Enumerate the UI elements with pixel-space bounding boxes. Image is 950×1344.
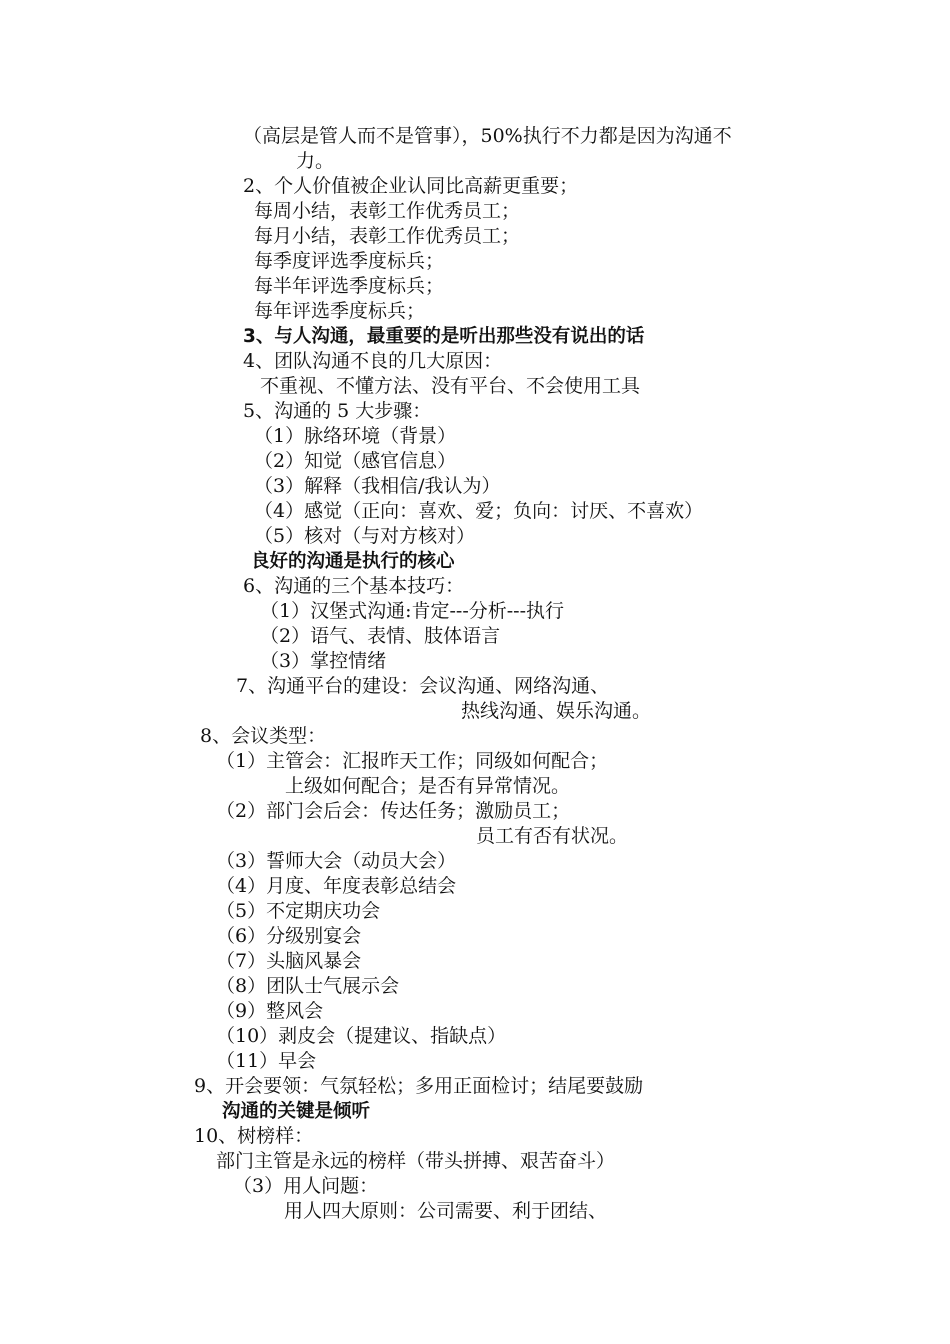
text-line: 10、树榜样： bbox=[194, 1125, 314, 1147]
text-line: 5、沟通的 5 大步骤： bbox=[243, 400, 432, 422]
text-line: 不重视、不懂方法、没有平台、不会使用工具 bbox=[260, 375, 641, 397]
list-item: （3）掌控情绪 bbox=[260, 650, 387, 672]
list-item: （4）月度、年度表彰总结会 bbox=[216, 875, 457, 897]
text-line: 6、沟通的三个基本技巧： bbox=[243, 575, 465, 597]
list-item: （1）脉络环境（背景） bbox=[254, 425, 457, 447]
text-line: 每年评选季度标兵； bbox=[254, 300, 426, 322]
text-line: 用人四大原则：公司需要、利于团结、 bbox=[284, 1200, 608, 1222]
text-line: 9、开会要领：气氛轻松；多用正面检讨；结尾要鼓励 bbox=[194, 1075, 644, 1097]
text-line: 2、个人价值被企业认同比高薪更重要； bbox=[243, 175, 579, 197]
list-item: （2）部门会后会：传达任务；激励员工； bbox=[216, 800, 571, 822]
list-item: （7）头脑风暴会 bbox=[216, 950, 362, 972]
list-item: （3）誓师大会（动员大会） bbox=[216, 850, 457, 872]
emphasis-heading: 良好的沟通是执行的核心 bbox=[251, 551, 455, 572]
text-line: 力。 bbox=[296, 150, 335, 172]
list-item: （3）解释（我相信/我认为） bbox=[254, 475, 501, 497]
list-item: （1）主管会：汇报昨天工作；同级如何配合； bbox=[216, 750, 609, 772]
text-line: 每季度评选季度标兵； bbox=[254, 250, 445, 272]
list-item: （3）用人问题： bbox=[233, 1175, 379, 1197]
text-line: 每月小结，表彰工作优秀员工； bbox=[254, 225, 521, 247]
text-line: 部门主管是永远的榜样（带头拼搏、艰苦奋斗） bbox=[216, 1150, 616, 1172]
list-item: （11）早会 bbox=[216, 1050, 317, 1072]
text-line: 8、会议类型： bbox=[200, 725, 327, 747]
text-line: 员工有否有状况。 bbox=[476, 825, 629, 847]
list-item: （5）不定期庆功会 bbox=[216, 900, 381, 922]
list-item: （10）剥皮会（提建议、指缺点） bbox=[216, 1025, 507, 1047]
text-line: 上级如何配合；是否有异常情况。 bbox=[285, 775, 571, 797]
list-item: （4）感觉（正向：喜欢、爱；负向：讨厌、不喜欢） bbox=[254, 500, 704, 522]
list-item: （9）整风会 bbox=[216, 1000, 324, 1022]
text-line: 每半年评选季度标兵； bbox=[254, 275, 445, 297]
emphasis-heading: 3、与人沟通，最重要的是听出那些没有说出的话 bbox=[243, 326, 645, 347]
text-line: 4、团队沟通不良的几大原因： bbox=[243, 350, 503, 372]
list-item: （5）核对（与对方核对） bbox=[254, 525, 476, 547]
emphasis-heading: 沟通的关键是倾听 bbox=[222, 1101, 371, 1122]
text-line: 每周小结，表彰工作优秀员工； bbox=[254, 200, 521, 222]
text-line: （高层是管人而不是管事），50%执行不力都是因为沟通不 bbox=[243, 125, 732, 147]
list-item: （6）分级别宴会 bbox=[216, 925, 362, 947]
list-item: （2）知觉（感官信息） bbox=[254, 450, 457, 472]
list-item: （2）语气、表情、肢体语言 bbox=[260, 625, 501, 647]
list-item: （8）团队士气展示会 bbox=[216, 975, 400, 997]
text-line: 7、沟通平台的建设：会议沟通、网络沟通、 bbox=[236, 675, 610, 697]
list-item: （1）汉堡式沟通:肯定---分析---执行 bbox=[260, 600, 565, 622]
text-line: 热线沟通、娱乐沟通。 bbox=[461, 700, 652, 722]
